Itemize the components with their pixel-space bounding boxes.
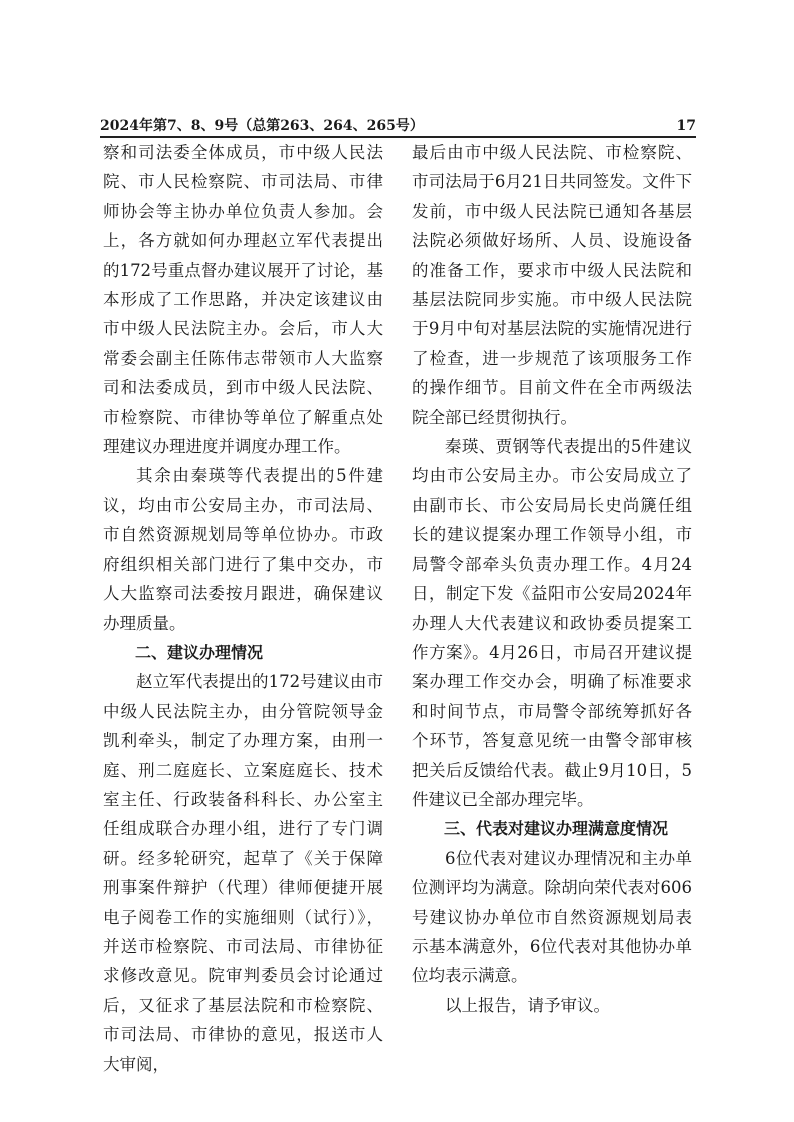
paragraph: 其余由秦瑛等代表提出的5件建议，均由市公安局主办，市司法局、市自然资源规划局等单位协办。市政府组织相关部门进行了集中交办，市人大监察司法委按月跟进，确保建议办理质量。 — [103, 466, 383, 633]
paragraph: 察和司法委全体成员，市中级人民法院、市人民检察院、市司法局、市律师协会等主协办单位负责人参加。会上，各方就如何办理赵立军代表提出的172号重点督办建议展开了讨论，基本形成了工作思路，并决定该建议由市中级人民法院主办。会后，市人大常委会副主任陈伟志带领市人大监察司和法委成员，到市中级人民法院、市检察院、市律协等单位了解重点处理建议办理进度并调度办理工作。 — [103, 143, 383, 457]
page-number: 17 — [676, 118, 696, 134]
paragraph: 赵立军代表提出的172号建议由市中级人民法院主办，由分管院领导金凯利牵头，制定了办理方案，由刑一庭、刑二庭庭长、立案庭庭长、技术室主任、行政装备科科长、办公室主任组成联合办理小组，进行了专门调研。经多轮研究，起草了《关于保障刑事案件辩护（代理）律师便捷开展电子阅卷工作的实施细则（试行）》，并送市检察院、市司法局、市律协征求修改意见。院审判委员会讨论通过后，又征求了基层法院和市检察院、市司法局、市律协的意见，报送市人大审阅， — [103, 672, 383, 1074]
section-heading: 三、代表对建议办理满意度情况 — [444, 819, 669, 839]
paragraph: 以上报告，请予审议。 — [445, 995, 610, 1015]
paragraph: 6位代表对建议办理情况和主办单位测评均为满意。除胡向荣代表对606号建议协办单位市自然资源规划局表示基本满意外，6位代表对其他协办单位均表示满意。 — [412, 848, 692, 986]
paragraph: 秦瑛、贾钢等代表提出的5件建议均由市公安局主办。市公安局成立了由副市长、市公安局局长史尚篪任组长的建议提案办理工作领导小组，市局警令部牵头负责办理工作。4月24日，制定下发《益阳市公安局2024年办理人大代表建议和政协委员提案工作方案》。4月26日，市局召开建议提案办理工作交办会，明确了标准要求和时间节点，市局警令部统筹抓好各个环节，答复意见统一由警令部审核把关后反馈给代表。截止9月10日，5件建议已全部办理完毕。 — [412, 437, 692, 809]
issue-label: 2024年第7、8、9号（总第263、264、265号） — [100, 118, 424, 134]
paragraph: 最后由市中级人民法院、市检察院、市司法局于6月21日共同签发。文件下发前，市中级人民法院已通知各基层法院必须做好场所、人员、设施设备的准备工作，要求市中级人民法院和基层法院同步实施。市中级人民法院于9月中旬对基层法院的实施情况进行了检查，进一步规范了该项服务工作的操作细节。目前文件在全市两级法院全部已经贯彻执行。 — [412, 143, 692, 427]
running-header — [100, 117, 696, 135]
left-column — [103, 138, 383, 1079]
right-column — [412, 138, 692, 1020]
section-heading: 二、建议办理情况 — [135, 642, 264, 662]
